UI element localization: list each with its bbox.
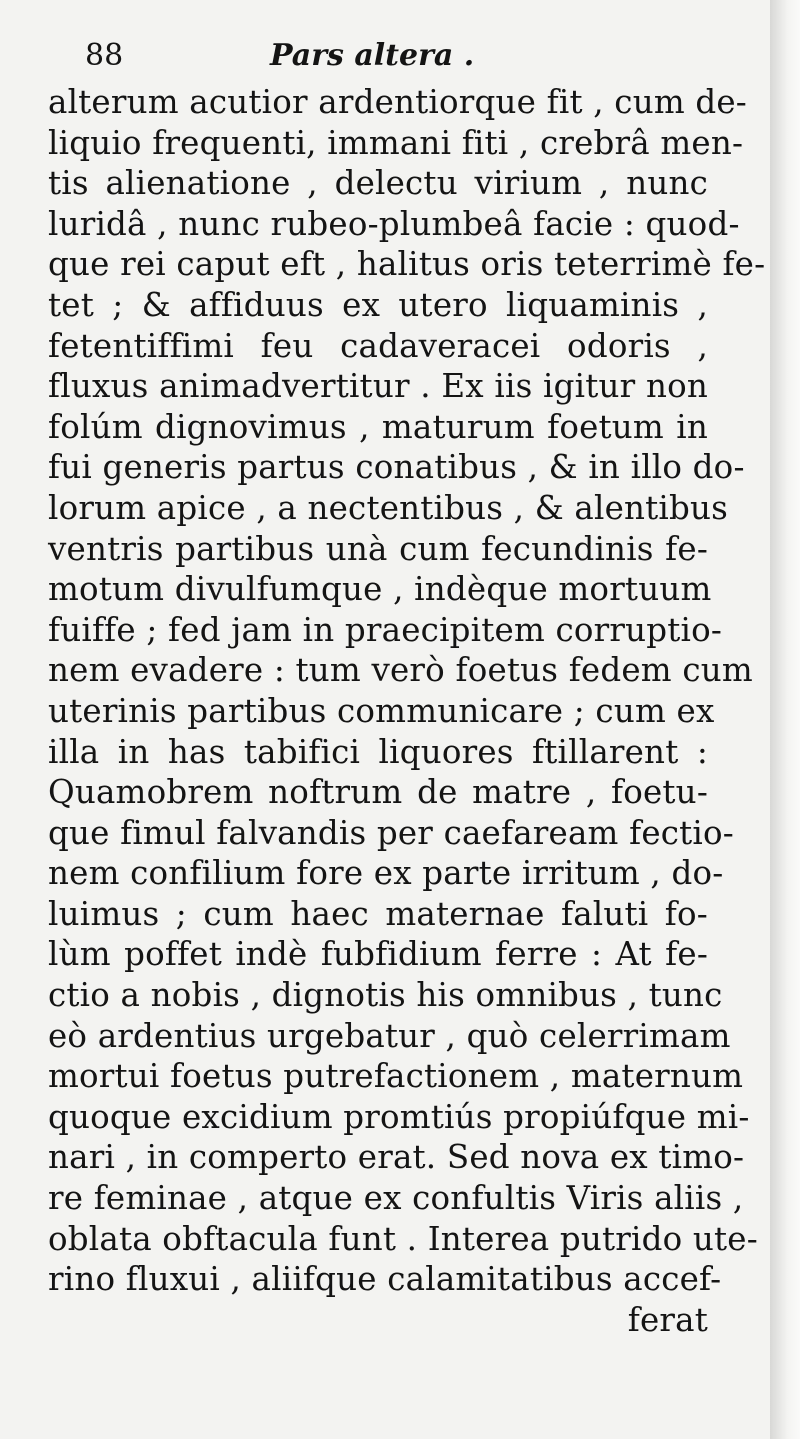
text-line: fluxus animadvertitur . Ex iis igitur non: [48, 367, 708, 406]
text-line: que rei caput eft , halitus oris teterrimè fe-: [48, 245, 766, 284]
text-line: fui generis partus conatibus , & in illo do-: [48, 448, 745, 487]
text-line: Quamobrem noftrum de matre , foetu-: [48, 773, 708, 812]
text-line: ventris partibus unà cum fecundinis fe-: [48, 529, 708, 568]
text-line: fuiffe ; fed jam in praecipitem corruptio-: [48, 610, 723, 649]
running-title: Pars altera .: [270, 38, 475, 73]
page-edge: [770, 0, 800, 1439]
text-line: fetentiffimi feu cadaveracei odoris ,: [48, 326, 708, 365]
text-line: eò ardentius urgebatur , quò celerrimam: [48, 1016, 731, 1055]
text-line: liquio frequenti, immani fiti , crebrâ men-: [48, 123, 744, 162]
text-line: quoque excidium promtiús propiúfque mi-: [48, 1097, 750, 1136]
text-line: ctio a nobis , dignotis his omnibus , tunc: [48, 976, 723, 1015]
text-line: re feminae , atque ex confultis Viris aliis ,: [48, 1179, 744, 1218]
text-line: illa in has tabifici liquores ftillarent :: [48, 732, 708, 771]
text-line: luridâ , nunc rubeo-plumbeâ facie : quod-: [48, 204, 740, 243]
page-number: 88: [85, 38, 124, 73]
text-line: folúm dignovimus , maturum foetum in: [48, 407, 708, 446]
text-line: oblata obftacula funt . Interea putrido ute-: [48, 1219, 758, 1258]
body-text: [48, 82, 766, 1340]
page-header: [85, 38, 505, 82]
text-line: tet ; & affiduus ex utero liquaminis ,: [48, 285, 708, 324]
text-line: nem evadere : tum verò foetus fedem cum: [48, 651, 753, 690]
text-line: nem confilium fore ex parte irritum , do-: [48, 854, 724, 893]
text-line: nari , in comperto erat. Sed nova ex timo-: [48, 1138, 745, 1177]
text-line: alterum acutior ardentiorque fit , cum de-: [48, 83, 747, 121]
catchword: ferat: [627, 1300, 708, 1339]
text-line: uterinis partibus communicare ; cum ex: [48, 691, 715, 730]
text-line: lorum apice , a nectentibus , & alentibus: [48, 488, 729, 527]
text-line: luimus ; cum haec maternae faluti fo-: [48, 894, 708, 933]
text-line: rino fluxui , aliifque calamitatibus accef-: [48, 1260, 722, 1299]
text-line: lùm poffet indè fubfidium ferre : At fe-: [48, 935, 708, 974]
text-line: motum divulfumque , indèque mortuum: [48, 570, 712, 609]
text-line: que fimul falvandis per caefaream fectio-: [48, 813, 734, 852]
text-line: mortui foetus putrefactionem , maternum: [48, 1057, 744, 1096]
text-line: tis alienatione , delectu virium , nunc: [48, 164, 708, 203]
